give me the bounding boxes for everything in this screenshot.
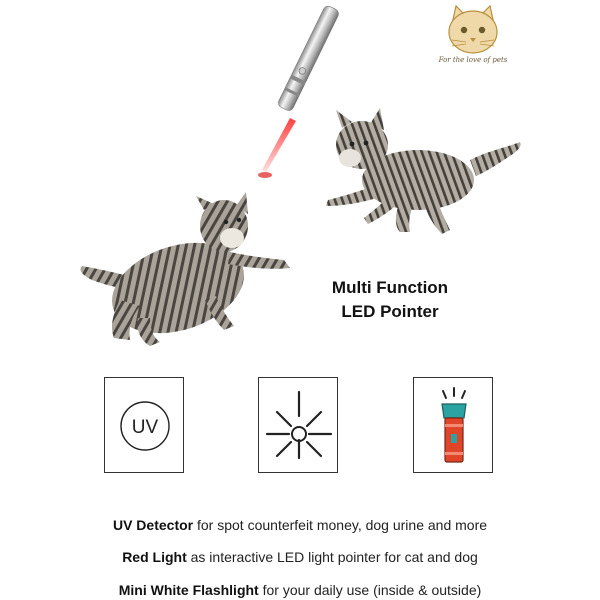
- uv-icon: [105, 378, 185, 474]
- brand-tagline: For the love of pets: [438, 56, 508, 64]
- feature-description: as interactive LED light pointer for cat and dog: [190, 549, 478, 565]
- cat-face-logo-icon: [449, 6, 497, 53]
- cat-right: [326, 108, 521, 234]
- feature-title: Red Light: [122, 549, 187, 565]
- laser-beam: [262, 118, 296, 172]
- headline-line-1: Multi Function: [331, 278, 449, 297]
- feature-title: Mini White Flashlight: [118, 582, 259, 598]
- feature-title: UV Detector: [112, 517, 194, 533]
- feature-uv-detector: [0, 517, 600, 533]
- light-burst-icon: [259, 378, 339, 474]
- feature-description: for your daily use (inside & outside): [262, 582, 482, 598]
- headline-line-2: LED Pointer: [341, 302, 439, 321]
- product-headline: [300, 276, 480, 324]
- laser-dot: [258, 172, 272, 178]
- uv-icon-label: UV: [131, 417, 159, 438]
- feature-white-flashlight: [0, 582, 600, 598]
- red-light-feature-box: [258, 377, 338, 473]
- uv-feature-box: [104, 377, 184, 473]
- feature-description: for spot counterfeit money, dog urine and more: [197, 517, 488, 533]
- feature-red-light: [0, 549, 600, 565]
- flashlight-icon: [414, 378, 494, 474]
- cat-left: [80, 192, 290, 349]
- flashlight-feature-box: [413, 377, 493, 473]
- laser-pointer: [277, 4, 340, 112]
